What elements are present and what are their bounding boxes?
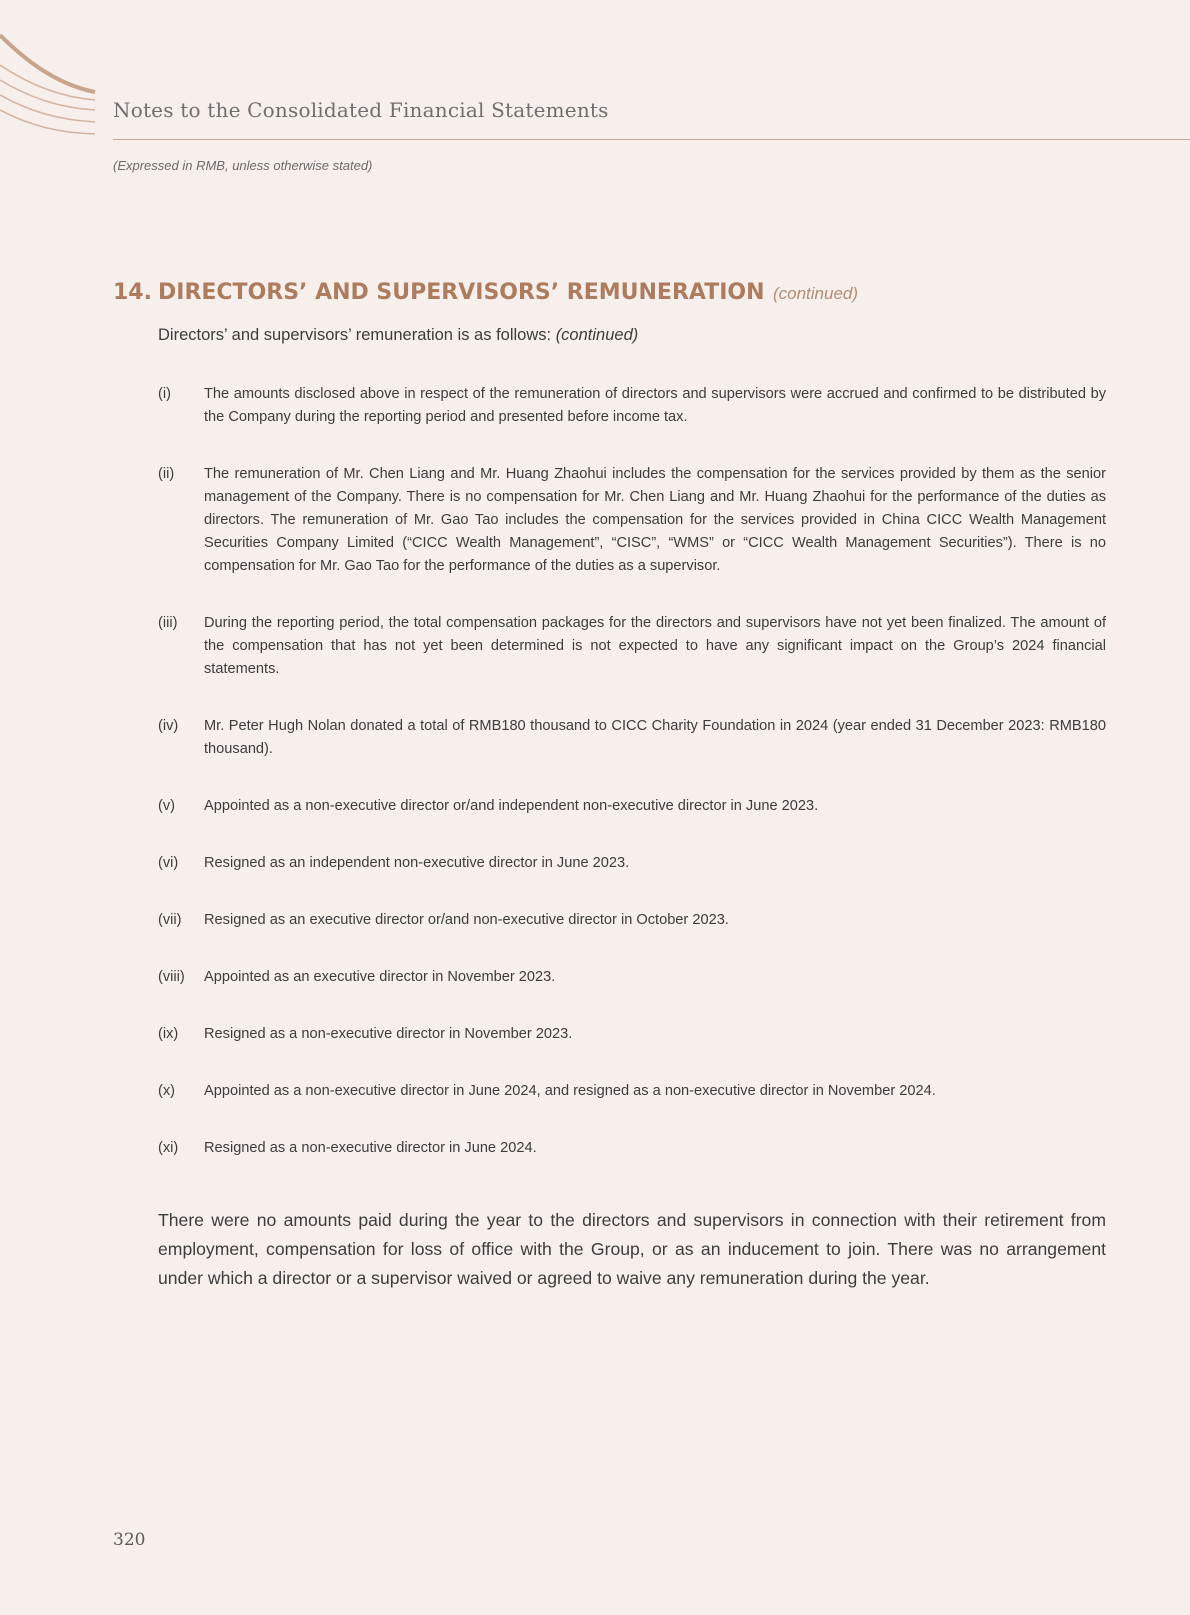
notes-list bbox=[158, 383, 1106, 1194]
note-label: (viii) bbox=[158, 969, 185, 985]
note-text: The amounts disclosed above in respect of the remuneration of directors and supervisors were accrued and confirmed to be distributed by the Company during the reporting period and presented before income tax. bbox=[204, 386, 1106, 425]
section-intro bbox=[158, 326, 638, 345]
page-number: 320 bbox=[113, 1530, 146, 1550]
section-heading bbox=[113, 280, 858, 305]
header-divider bbox=[113, 139, 1190, 140]
note-item bbox=[158, 1137, 1106, 1160]
note-label: (v) bbox=[158, 798, 176, 814]
page-header-title: Notes to the Consolidated Financial Statements bbox=[113, 98, 609, 122]
note-label: (i) bbox=[158, 386, 171, 402]
note-text: Resigned as an executive director or/and non-executive director in October 2023. bbox=[204, 912, 729, 928]
note-label: (ix) bbox=[158, 1026, 179, 1042]
note-item bbox=[158, 966, 1106, 989]
note-item bbox=[158, 795, 1106, 818]
note-item bbox=[158, 1080, 1106, 1103]
note-text: Resigned as a non-executive director in November 2023. bbox=[204, 1026, 573, 1042]
note-label: (x) bbox=[158, 1083, 176, 1099]
currency-note: (Expressed in RMB, unless otherwise stated) bbox=[113, 158, 373, 173]
note-item bbox=[158, 909, 1106, 932]
note-item bbox=[158, 612, 1106, 681]
intro-text: Directors’ and supervisors’ remuneration is as follows: bbox=[158, 326, 552, 344]
note-label: (xi) bbox=[158, 1140, 179, 1156]
note-item bbox=[158, 463, 1106, 578]
note-item bbox=[158, 715, 1106, 761]
note-label: (iv) bbox=[158, 718, 179, 734]
note-label: (ii) bbox=[158, 466, 175, 482]
note-text: Appointed as an executive director in November 2023. bbox=[204, 969, 556, 985]
note-label: (vi) bbox=[158, 855, 179, 871]
note-item bbox=[158, 1023, 1106, 1046]
closing-paragraph: There were no amounts paid during the year to the directors and supervisors in connection with their retirement from employment, compensation for loss of office with the Group, or as an inducement to join. There was no arrangement under which a director or a supervisor waived or agreed to waive any remuneration during the year. bbox=[158, 1210, 1106, 1288]
note-label: (vii) bbox=[158, 912, 182, 928]
intro-continued-label: (continued) bbox=[555, 326, 639, 344]
corner-arc-ornament bbox=[0, 0, 120, 150]
note-label: (iii) bbox=[158, 615, 178, 631]
note-text: Resigned as a non-executive director in June 2024. bbox=[204, 1140, 537, 1156]
note-item bbox=[158, 383, 1106, 429]
section-title: DIRECTORS’ AND SUPERVISORS’ REMUNERATION bbox=[158, 280, 765, 305]
note-text: The remuneration of Mr. Chen Liang and Mr. Huang Zhaohui includes the compensation for the services provided by them as the senior management of the Company. There is no compensation for Mr. Chen Liang and Mr. Huang Zhaohui for the performance of the duties as directors. The remuneration of Mr. Gao Tao includes the compensation for the services provided in China CICC Wealth Management Securities Company Limited (“CICC Wealth Management”, “CISC”, “WMS” or “CICC Wealth Management Securities”). There is no compensation for Mr. Gao Tao for the performance of the duties as a supervisor. bbox=[204, 466, 1106, 574]
note-item bbox=[158, 852, 1106, 875]
note-text: Mr. Peter Hugh Nolan donated a total of RMB180 thousand to CICC Charity Foundation in 2024 (year ended 31 December 2023: RMB180 thousand). bbox=[204, 718, 1106, 757]
note-text: During the reporting period, the total compensation packages for the directors and supervisors have not yet been finalized. The amount of the compensation that has not yet been determined is not expected to have any significant impact on the Group’s 2024 financial statements. bbox=[204, 615, 1106, 677]
section-number: 14. bbox=[113, 280, 152, 305]
note-text: Appointed as a non-executive director in June 2024, and resigned as a non-executive director in November 2024. bbox=[204, 1083, 936, 1099]
section-continued-label: (continued) bbox=[772, 284, 859, 303]
note-text: Resigned as an independent non-executive director in June 2023. bbox=[204, 855, 630, 871]
note-text: Appointed as a non-executive director or/and independent non-executive director in June 2023. bbox=[204, 798, 819, 814]
